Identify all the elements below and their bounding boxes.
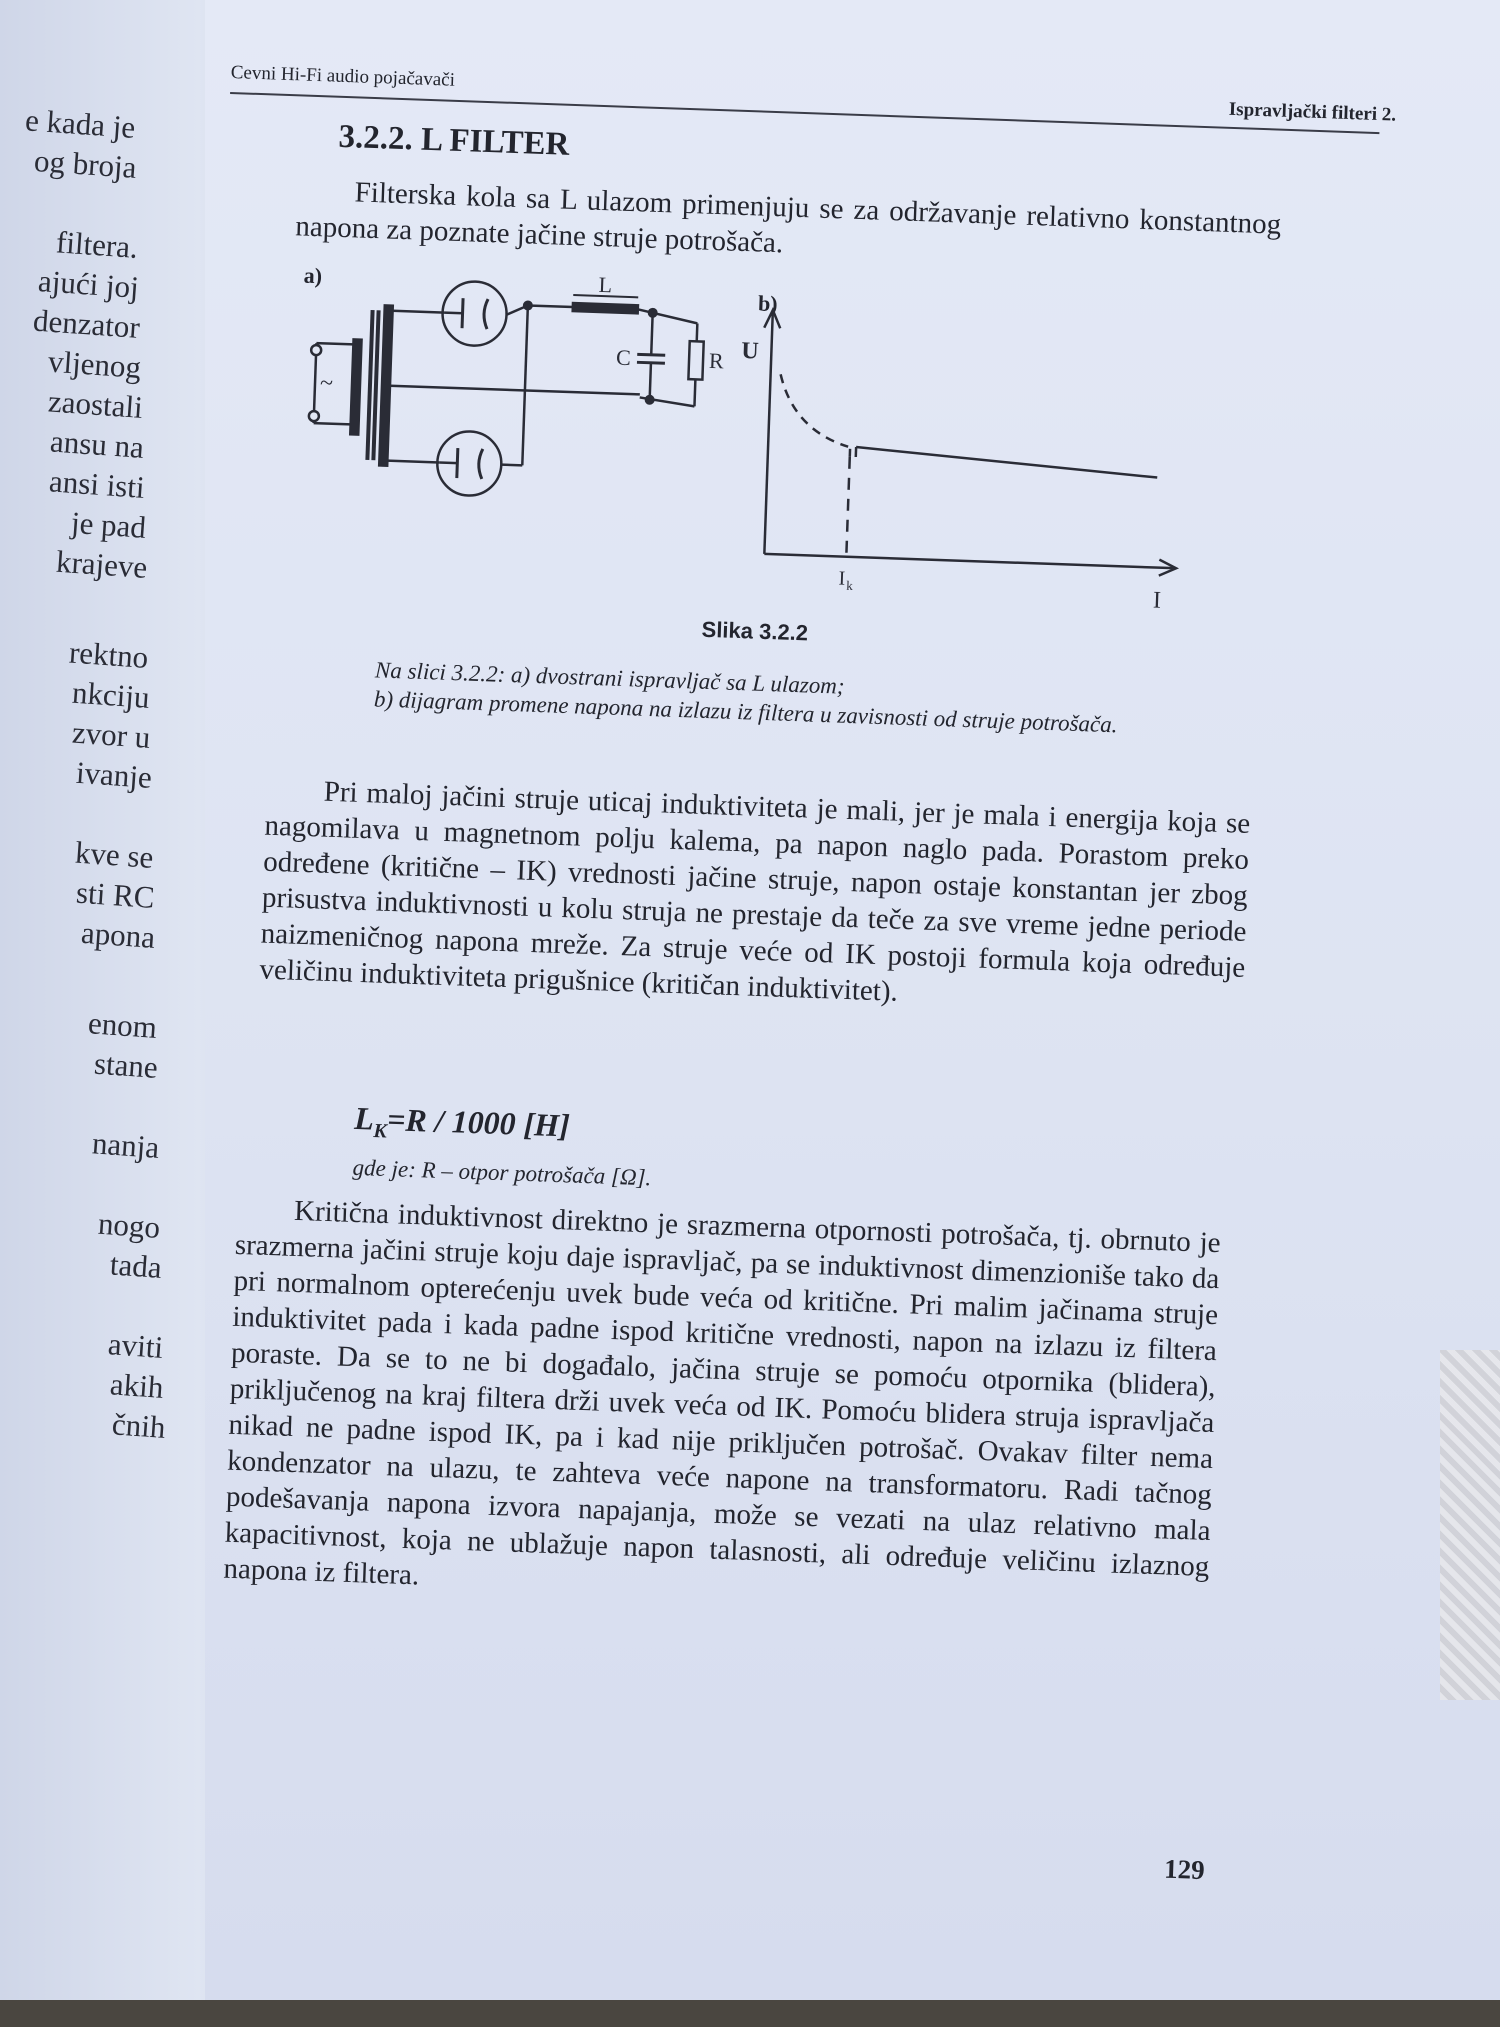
ground-rail: [390, 386, 640, 395]
critical-current-label: I: [838, 567, 845, 589]
left-page-line: ansi isti: [48, 463, 146, 506]
left-page-line: zvor u: [71, 715, 152, 756]
capacitor-plate: [637, 354, 665, 355]
left-page-line: denzator: [32, 303, 141, 346]
left-page-line: čnih: [110, 1406, 166, 1446]
left-page-line: aviti: [106, 1326, 163, 1366]
source-terminal: [309, 411, 319, 421]
caption-line-a: Na slici 3.2.2: a) dvostrani ispravljač sa L ulazom;: [375, 655, 1235, 714]
intro-paragraph: Filterska kola sa L ulazom primenjuju se za održavanje relativno konstantnog napona za poznate jačine struje potrošača.: [295, 172, 1282, 278]
left-page-line: apona: [80, 915, 156, 956]
left-page-line: nkciju: [71, 675, 151, 716]
running-header-right: Ispravljački filteri 2.: [1228, 99, 1396, 127]
left-page-line: krajeve: [55, 544, 149, 586]
left-page-line: og broja: [33, 143, 138, 186]
section-title: 3.2.2. L FILTER: [338, 119, 570, 164]
formula-subscript: K: [373, 1120, 387, 1142]
left-page-line: ansu na: [49, 423, 145, 465]
figure-label-b: b): [758, 291, 778, 318]
inductance-formula: [354, 1100, 571, 1150]
transformer-core: [373, 310, 378, 460]
paragraph-critical-current: Pri maloj jačini struje uticaj induktiviteta je mali, jer je mala i energija koja se nagomilava u magnetnom polju kalema, pa napon naglo pada. Porastom preko određene (kritične – IK) vrednosti jačine struje, napon ostaje konstantan jer zbog prisustva induktivnosti u kolu struja ne prestaje da teče za sve vreme jedne periode naizmeničnog napona mreže. Za struje veće od IK postoji formula koja određuje veličinu induktiviteta prigušnice (kritičan induktivitet).: [259, 772, 1251, 1022]
junction-dot: [523, 300, 533, 310]
right-page: [205, 0, 1500, 2000]
left-page-line: sti RC: [75, 875, 156, 916]
formula-rhs: =R / 1000 [H]: [387, 1101, 571, 1143]
voltage-curve-plateau: [855, 447, 1158, 478]
figure-title: Slika 3.2.2: [701, 617, 808, 647]
left-page-line: zaostali: [46, 383, 143, 426]
voltage-curve-low-current: [778, 374, 850, 446]
resistor-label: R: [709, 348, 725, 374]
capacitor-label: C: [616, 345, 632, 370]
formula-note: gde je: R – otpor potrošača [Ω].: [352, 1155, 652, 1191]
left-page-line: je pad: [70, 505, 147, 546]
ac-source-symbol: ~: [320, 370, 334, 396]
source-terminal: [311, 345, 321, 355]
running-header-left: Cevni Hi-Fi audio pojačavači: [230, 62, 455, 92]
left-page-line: nogo: [97, 1206, 161, 1246]
voltage-current-graph: [732, 303, 1203, 639]
resistor: [688, 341, 703, 379]
y-axis-label: U: [741, 338, 759, 365]
formula-lhs: L: [354, 1100, 375, 1137]
rectifier-circuit-diagram: [302, 288, 753, 633]
page-number: 129: [1164, 1854, 1206, 1886]
left-page-line: rektno: [68, 635, 150, 676]
x-axis: [764, 554, 1174, 568]
left-page-line: vljenog: [47, 344, 142, 386]
inductor-label: L: [598, 272, 612, 297]
y-axis: [764, 314, 772, 554]
transformer-core: [367, 310, 372, 460]
left-page-line: stane: [93, 1046, 159, 1086]
left-page-line: tada: [109, 1246, 163, 1286]
left-page-line: kve se: [74, 835, 155, 876]
figure-label-a: a): [303, 263, 322, 290]
inductor-coil: [573, 303, 638, 313]
junction-dot: [644, 395, 654, 405]
page-content: [164, 10, 1478, 2027]
left-page-line: filtera.: [55, 224, 139, 266]
critical-current-subscript: k: [846, 578, 854, 593]
left-page-line: akih: [109, 1366, 165, 1406]
x-axis-label: I: [1152, 587, 1161, 613]
left-page-line: e kada je: [24, 102, 136, 146]
left-page-line: nanja: [91, 1125, 160, 1166]
figure-caption: [374, 655, 1236, 743]
junction-dot: [648, 308, 658, 318]
paragraph-bleeder: Kritična induktivnost direktno je srazmerna otpornosti potrošača, tj. obrnuto je srazmerna jačini struje koju daje ispravljač, pa se induktivnost dimenzioniše tako da pri normalnom opterećenju uvek bude veća od kritične. Pri malim jačinama struje induktivitet pada i kada padne ispod kritične vrednosti, napon na izlazu iz filtera poraste. Da se to ne bi događalo, jačina struje se pomoću otpornika (blidera), priključenog na kraj filtera drži uvek veća od IK. Pomoću blidera struja ispravljača nikad ne padne ispod IK, pa i kad nije priključen potrošač. Ovakav filter nema kondenzator na ulazu, te zahteva veće napone na transformatoru. Radi tačnog podešavanja napona izvora napajanja, može se vezati na ulaz relativno mala kapacitivnost, koja ne ublažuje napon talasnosti, ali određuje veličinu izlaznog napona iz filtera.: [223, 1191, 1221, 1621]
left-page-line: ivanje: [75, 755, 153, 796]
critical-current-marker: [846, 457, 849, 557]
left-page-line: enom: [87, 1005, 158, 1046]
caption-line-b: b) dijagram promene napona na izlazu iz filtera u zavisnosti od struje potrošača.: [374, 684, 1234, 743]
lace-cloth: [1440, 1350, 1500, 1700]
primary-winding: [350, 339, 361, 434]
left-page-line: ajući joj: [37, 263, 140, 306]
